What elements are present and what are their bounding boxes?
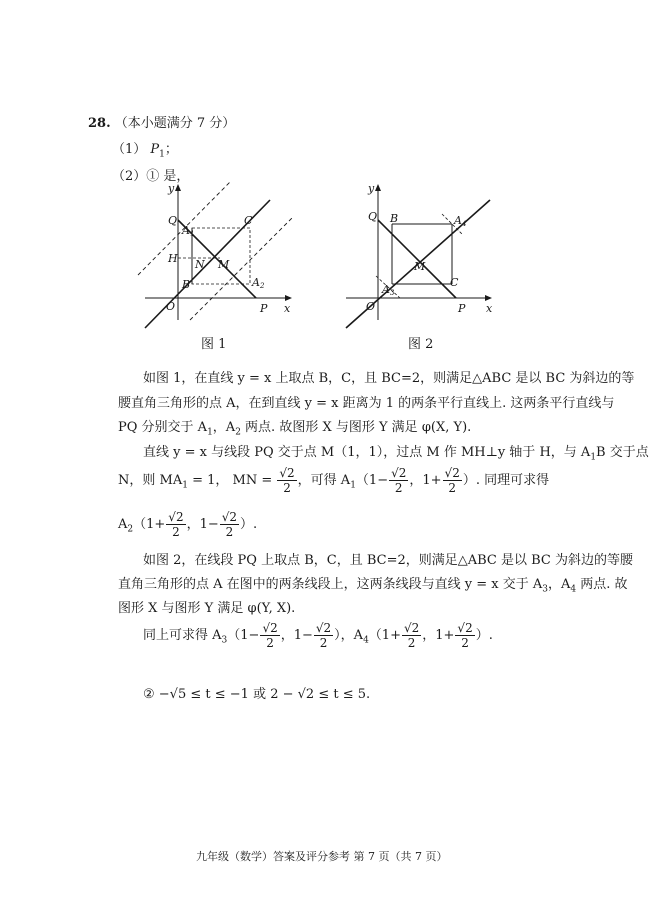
fig2-x-arrow xyxy=(485,295,492,301)
fig1-x-arrow xyxy=(285,295,292,301)
fraction: $\frac{√2}{2}$ xyxy=(391,466,407,495)
part1-label: （1） xyxy=(112,142,147,157)
fig2-label-a4: A4 xyxy=(454,214,467,228)
fraction: $\frac{√2}{2}$ xyxy=(262,621,278,650)
fig1-y-arrow xyxy=(175,184,181,191)
question-points: （本小题满分 7 分） xyxy=(114,116,236,131)
fraction: $\frac{√2}{2}$ xyxy=(315,621,332,650)
fraction: $\frac{√2}{2}$ xyxy=(444,466,460,495)
p1-line3: PQ 分别交于 $A_1$，$A_2$ 两点. 故图形 X 与图形 Y 满足 φ(X, Y). xyxy=(118,420,472,438)
fig1-label-p: P xyxy=(260,302,268,315)
fig2-y-arrow xyxy=(375,184,381,191)
fig1-label-n: N xyxy=(195,258,205,271)
fraction: $\frac{√2}{2}$ xyxy=(279,466,295,495)
fig2-label-c: C xyxy=(450,276,459,289)
p1-line2: 腰直角三角形的点 A，在到直线 y = x 距离为 1 的两条平行直线上. 这两条平行直线与 xyxy=(118,396,615,411)
part1-line xyxy=(112,138,178,160)
fig2-label-x: x xyxy=(486,302,493,315)
fig1-parallel-lower xyxy=(190,218,292,320)
p3-line3: 图形 X 与图形 Y 满足 φ(Y, X). xyxy=(118,601,296,616)
p2-line2: N，则 $MA_1 = 1$， MN = $\frac{√2}{2}$ ，可得 $A_1(1-$ $\frac{√2}{2}$ ，1+ $\frac{√2}{2}$ ）. 同理可求得 xyxy=(118,466,550,495)
part2-label: （2）① 是， xyxy=(112,169,190,184)
fig2-label-a3: A3 xyxy=(382,283,395,297)
question-number: 28. xyxy=(88,116,111,131)
fig1-label-c: C xyxy=(244,214,253,227)
p2-line3: $A_2(1+$ $\frac{√2}{2}$ ，1− $\frac{√2}{2}$ ）. xyxy=(118,510,258,539)
fig2-label-p: P xyxy=(458,302,466,315)
fraction: $\frac{√2}{2}$ xyxy=(457,621,473,650)
fig1-label-m: M xyxy=(218,258,230,271)
fraction: $\frac{√2}{2}$ xyxy=(168,510,184,539)
fig1-label-a1: A1 xyxy=(182,224,195,238)
page-footer: 九年级（数学）答案及评分参考 第 7 页（共 7 页） xyxy=(196,850,448,863)
fig1-label-h: H xyxy=(168,252,178,265)
part1-sub: 1 xyxy=(159,149,165,160)
fig2-label-m: M xyxy=(414,260,426,273)
fraction: $\frac{√2}{2}$ xyxy=(403,621,420,650)
fig2-label-o: O xyxy=(366,300,376,313)
fig2-label-b: B xyxy=(390,212,399,225)
fig2-label-y: y xyxy=(368,182,375,195)
question-header xyxy=(88,112,235,131)
p4-line: 同上可求得 $A_3(1-$ $\frac{√2}{2}$ ，1− $\frac{√2}{2}$ ），$A_4(1+$ $\frac{√2}{2}$ ，1+ $\frac{√2}{2}$ ）. xyxy=(143,621,493,650)
fig1-label-b: B xyxy=(182,278,191,291)
p3-line1: 如图 2，在线段 PQ 上取点 B，C，且 BC=2，则满足△ABC 是以 BC 为斜边的等腰 xyxy=(143,553,634,568)
fig1-label-a2: A2 xyxy=(252,276,265,290)
fig1-dashed-square xyxy=(192,228,250,284)
p3-line2: 直角三角形的点 A 在图中的两条线段上，这两条线段与直线 y = x 交于 $A_3$，$A_4$ 两点. 故 xyxy=(118,577,628,595)
part1-tail: ； xyxy=(164,142,178,157)
fig1-label-y: y xyxy=(168,182,175,195)
fraction: $\frac{√2}{2}$ xyxy=(221,510,238,539)
figure-1-caption: 图 1 xyxy=(201,337,227,352)
p1-line1: 如图 1，在直线 y = x 上取点 B，C，且 BC=2，则满足△ABC 是以 BC 为斜边的等 xyxy=(143,371,635,386)
answer-part2: ② −√5 ≤ t ≤ −1 或 2 − √2 ≤ t ≤ 5. xyxy=(143,687,371,702)
fig2-label-q: Q xyxy=(368,210,378,223)
part1-answer: P xyxy=(150,142,160,157)
fig1-label-q: Q xyxy=(168,214,178,227)
figure-1 xyxy=(120,180,300,330)
figure-2-caption: 图 2 xyxy=(408,337,434,352)
fig1-label-x: x xyxy=(284,302,291,315)
figure-2 xyxy=(340,180,500,330)
fig1-label-o: O xyxy=(166,300,176,313)
p2-line1: 直线 y = x 与线段 PQ 交于点 M（1，1），过点 M 作 MH⊥y 轴于 H，与 $A_1B$ 交于点 xyxy=(143,445,649,463)
